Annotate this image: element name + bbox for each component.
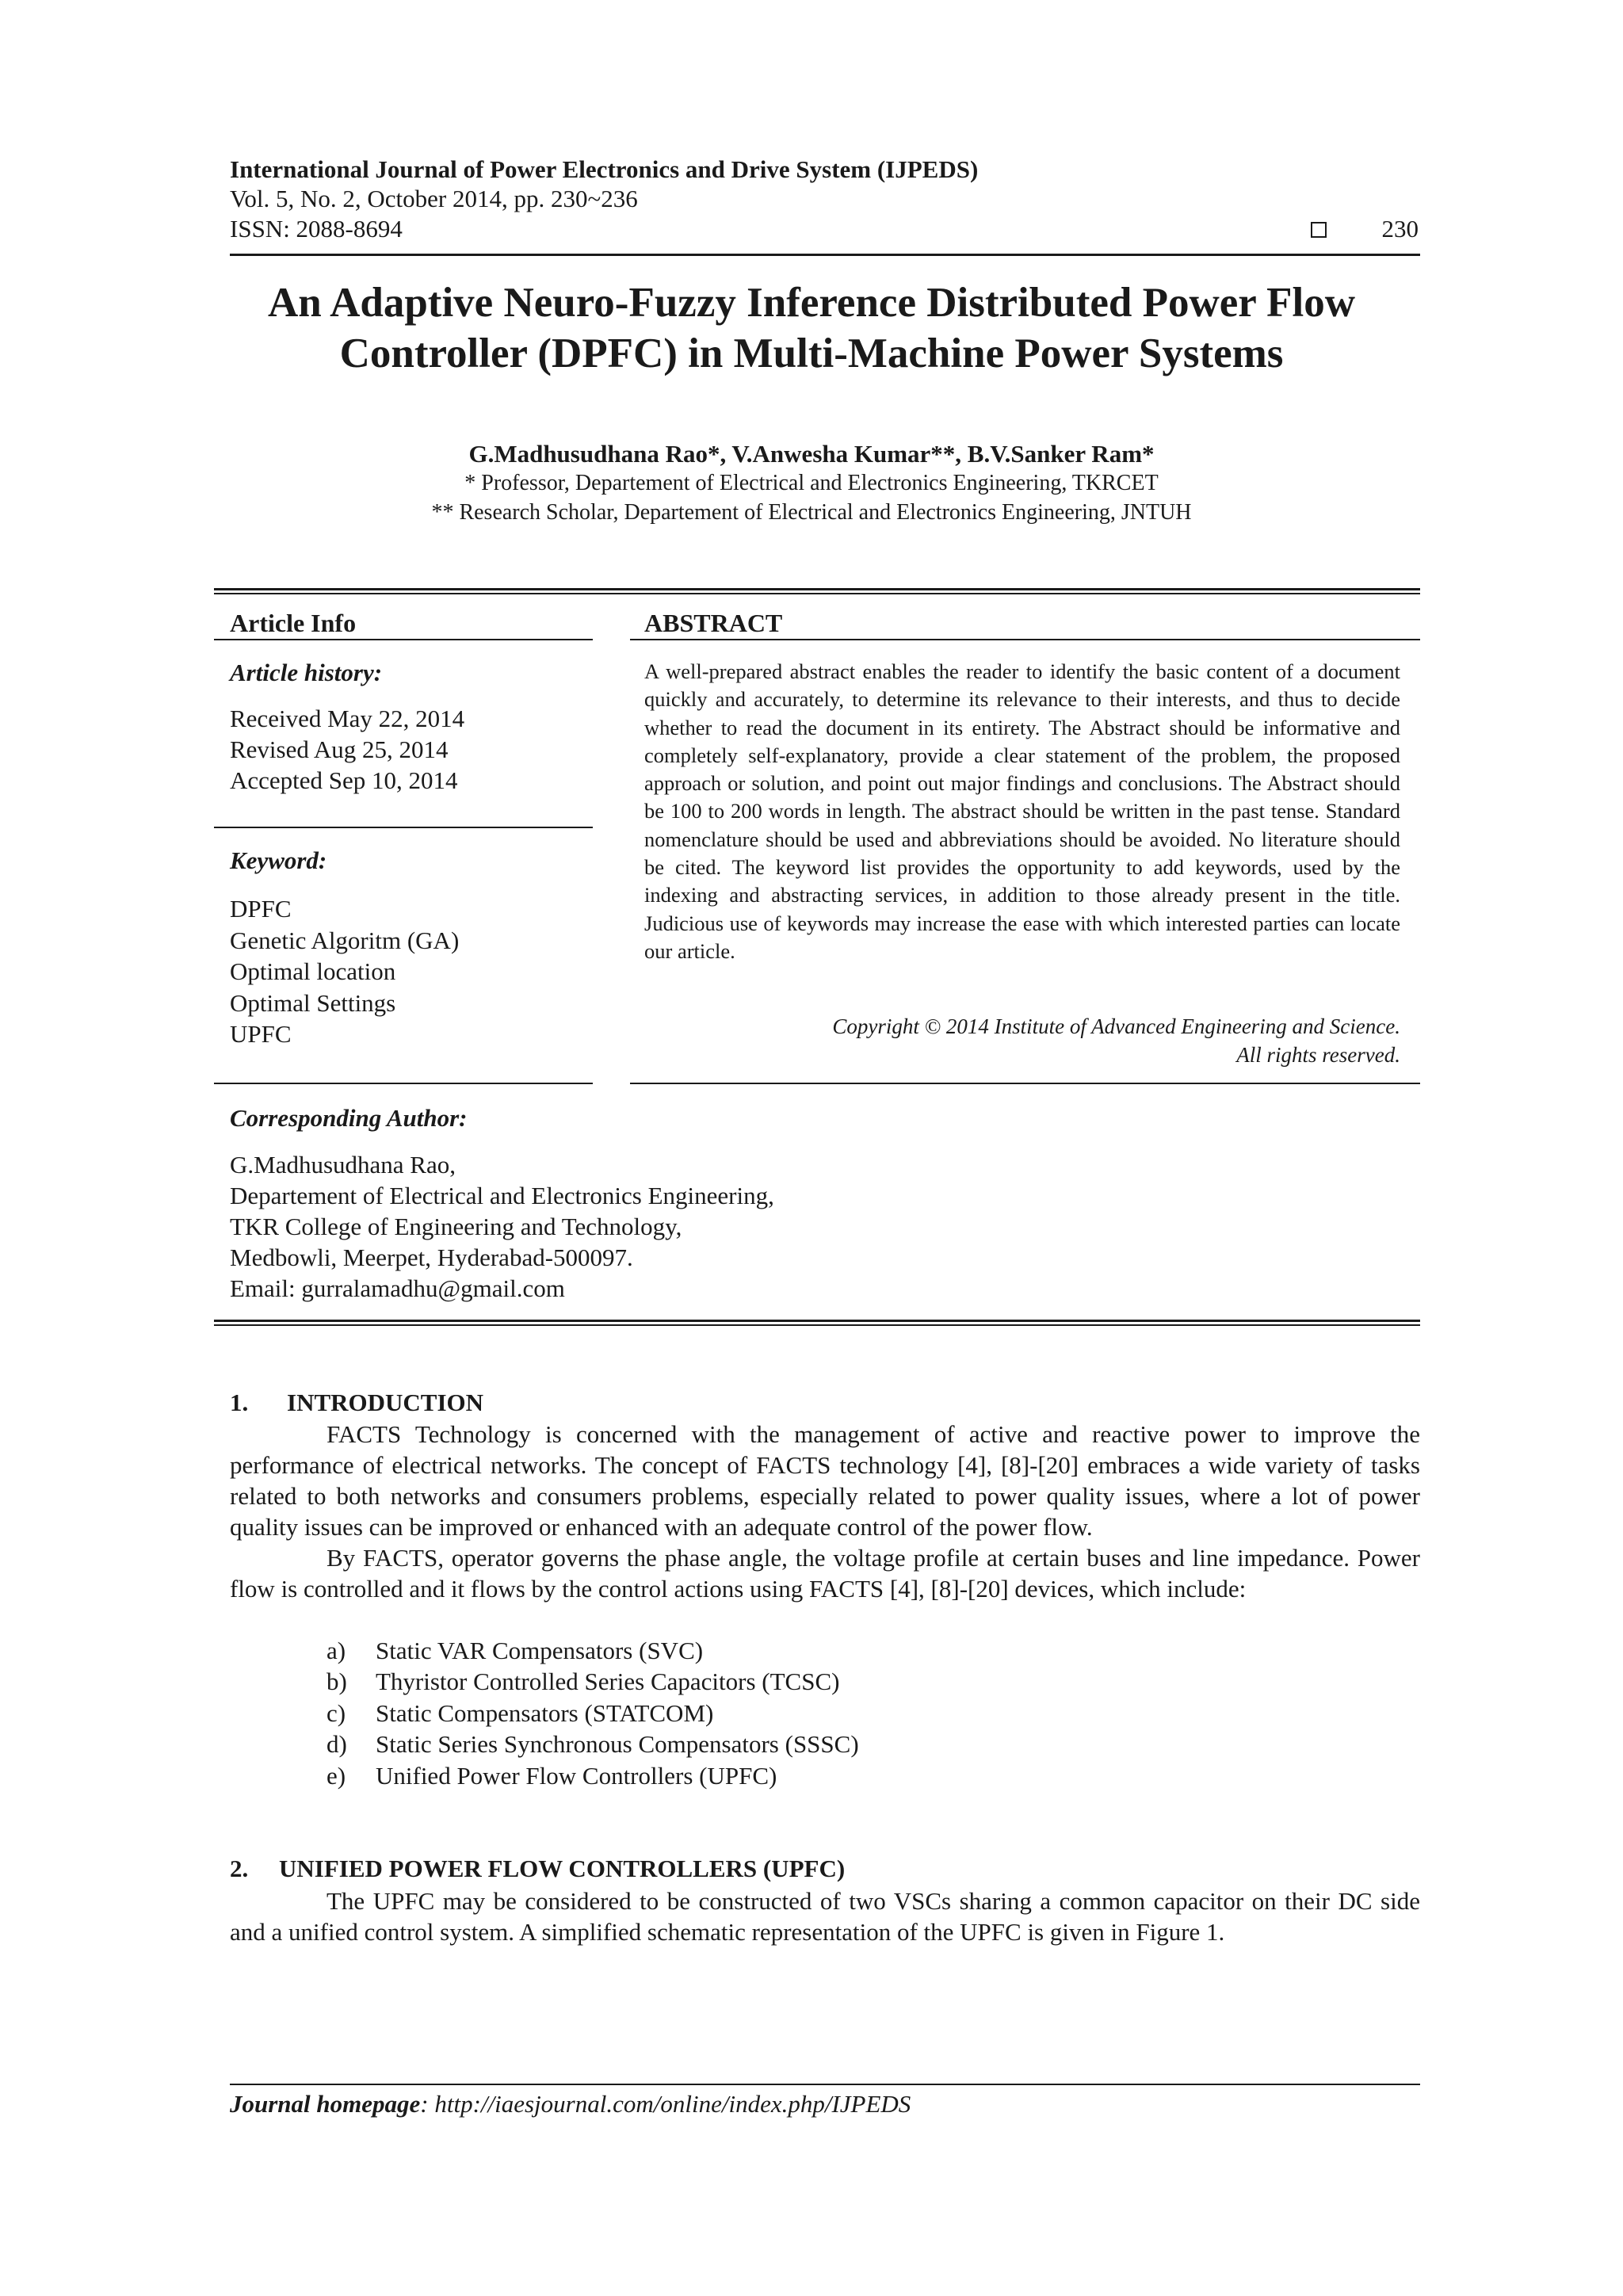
intro-paragraph-2: By FACTS, operator governs the phase angle, the voltage profile at certain buses and line impedance. Power flow is controlled and it flows by the control actions using FACTS [4], [8]-[20] devices, which include: <box>230 1544 1420 1603</box>
footer-rule <box>230 2084 1420 2085</box>
list-item-label: b) <box>327 1668 347 1696</box>
section-title: UNIFIED POWER FLOW CONTROLLERS (UPFC) <box>279 1855 846 1882</box>
checkbox-square-icon <box>1311 222 1327 238</box>
abstract-bottom-rule <box>630 1083 1420 1084</box>
corresponding-college: TKR College of Engineering and Technology, <box>230 1213 682 1240</box>
page-number: 230 <box>1381 215 1419 243</box>
article-history-heading: Article history: <box>230 659 383 686</box>
article-info-rule <box>214 639 593 640</box>
list-item <box>327 1635 859 1666</box>
keyword-item: Genetic Algoritm (GA) <box>230 926 460 954</box>
header-rule <box>230 254 1420 256</box>
list-item-text: Static VAR Compensators (SVC) <box>376 1637 704 1664</box>
abstract-rule <box>630 639 1420 640</box>
section-number: 2. <box>230 1855 249 1882</box>
list-item-label: d) <box>327 1730 347 1759</box>
list-item-text: Thyristor Controlled Series Capacitors (TCSC) <box>376 1668 840 1696</box>
list-item <box>327 1760 859 1791</box>
rights-line: All rights reserved. <box>1236 1043 1400 1067</box>
list-item-label: a) <box>327 1637 346 1664</box>
info-box-bottom-rule-2 <box>214 1324 1420 1326</box>
affiliation-2: ** Research Scholar, Departement of Electrical and Electronics Engineering, JNTUH <box>431 500 1192 525</box>
list-item-label: e) <box>327 1761 346 1790</box>
section-number: 1. <box>230 1389 249 1416</box>
list-item-text: Static Compensators (STATCOM) <box>376 1698 714 1727</box>
abstract-heading: ABSTRACT <box>644 609 783 637</box>
section-title: INTRODUCTION <box>287 1389 484 1416</box>
paper-title-line-2: Controller (DPFC) in Multi-Machine Power Systems <box>339 330 1284 376</box>
keyword-list <box>230 893 459 1050</box>
list-item <box>327 1666 859 1697</box>
info-box-top-rule-2 <box>214 593 1420 594</box>
list-item-text: Unified Power Flow Controllers (UPFC) <box>376 1761 777 1790</box>
keyword-item: Optimal location <box>230 957 396 985</box>
affiliation-1: * Professor, Departement of Electrical and Electronics Engineering, TKRCET <box>464 471 1159 495</box>
intro-paragraph-1: FACTS Technology is concerned with the management of active and reactive power to improve the performance of electrical networks. The concept of FACTS technology [4], [8]-[20] embraces a wide variety of tasks related to both networks and consumers problems, especially related to power quality issues, where a lot of power quality issues can be improved or enhanced with an adequate control of the power flow. <box>230 1420 1420 1541</box>
corresponding-name: G.Madhusudhana Rao, <box>230 1151 456 1179</box>
keyword-heading: Keyword: <box>230 846 327 874</box>
list-item-label: c) <box>327 1698 346 1727</box>
journal-issn: ISSN: 2088-8694 <box>230 215 403 243</box>
list-item <box>327 1698 859 1729</box>
paper-authors: G.Madhusudhana Rao*, V.Anwesha Kumar**, B.V.Sanker Ram* <box>468 440 1155 468</box>
info-box-bottom-rule <box>214 1320 1420 1322</box>
list-item <box>327 1729 859 1759</box>
journal-homepage-url[interactable]: : http://iaesjournal.com/online/index.php/IJPEDS <box>420 2090 911 2118</box>
copyright-notice <box>644 1012 1400 1069</box>
facts-device-list <box>327 1635 859 1791</box>
paper-title-line-1: An Adaptive Neuro-Fuzzy Inference Distributed Power Flow <box>268 280 1355 326</box>
keyword-item: Optimal Settings <box>230 988 396 1017</box>
article-history <box>230 703 464 796</box>
history-accepted: Accepted Sep 10, 2014 <box>230 766 458 794</box>
history-revised: Revised Aug 25, 2014 <box>230 735 449 763</box>
info-box-top-rule <box>214 588 1420 590</box>
keyword-item: DPFC <box>230 895 292 923</box>
section-heading-introduction <box>230 1389 483 1417</box>
article-info-bottom-rule <box>214 1083 593 1084</box>
paper-title <box>158 277 1465 379</box>
journal-homepage-label: Journal homepage <box>230 2090 421 2118</box>
history-received: Received May 22, 2014 <box>230 705 465 732</box>
keyword-item: UPFC <box>230 1020 292 1048</box>
corresponding-author-details <box>230 1149 774 1304</box>
upfc-paragraph-1: The UPFC may be considered to be constructed of two VSCs sharing a common capacitor on their DC side and a unified control system. A simplified schematic representation of the UPFC is given in Figure 1. <box>230 1887 1420 1946</box>
corresponding-department: Departement of Electrical and Electronics Engineering, <box>230 1182 774 1209</box>
list-item-text: Static Series Synchronous Compensators (SSSC) <box>376 1730 859 1759</box>
article-info-heading: Article Info <box>230 609 357 637</box>
section-heading-upfc <box>230 1855 845 1883</box>
copyright-line: Copyright © 2014 Institute of Advanced Engineering and Science. <box>832 1014 1400 1038</box>
journal-volume: Vol. 5, No. 2, October 2014, pp. 230~236 <box>230 185 638 212</box>
abstract-text: A well-prepared abstract enables the reader to identify the basic content of a document quickly and accurately, to determine its relevance to their interests, and thus to decide whether to read the document in its entirety. The Abstract should be informative and completely self-explanatory, provide a clear statement of the problem, the proposed approach or solution, and point out major findings and conclusions. The Abstract should be 100 to 200 words in length. The abstract should be written in the past tense. Standard nomenclature should be used and abbreviations should be avoided. No literature should be cited. The keyword list provides the opportunity to add keywords, used by the indexing and abstracting services, in addition to those already present in the title. Judicious use of keywords may increase the ease with which interested parties can locate our article. <box>644 659 1400 963</box>
journal-name: International Journal of Power Electronics and Drive System (IJPEDS) <box>230 155 979 183</box>
article-info-divider <box>214 827 593 828</box>
corresponding-author-heading: Corresponding Author: <box>230 1104 468 1132</box>
journal-homepage <box>230 2090 911 2118</box>
corresponding-email: Email: gurralamadhu@gmail.com <box>230 1274 565 1302</box>
corresponding-address: Medbowli, Meerpet, Hyderabad-500097. <box>230 1244 633 1271</box>
